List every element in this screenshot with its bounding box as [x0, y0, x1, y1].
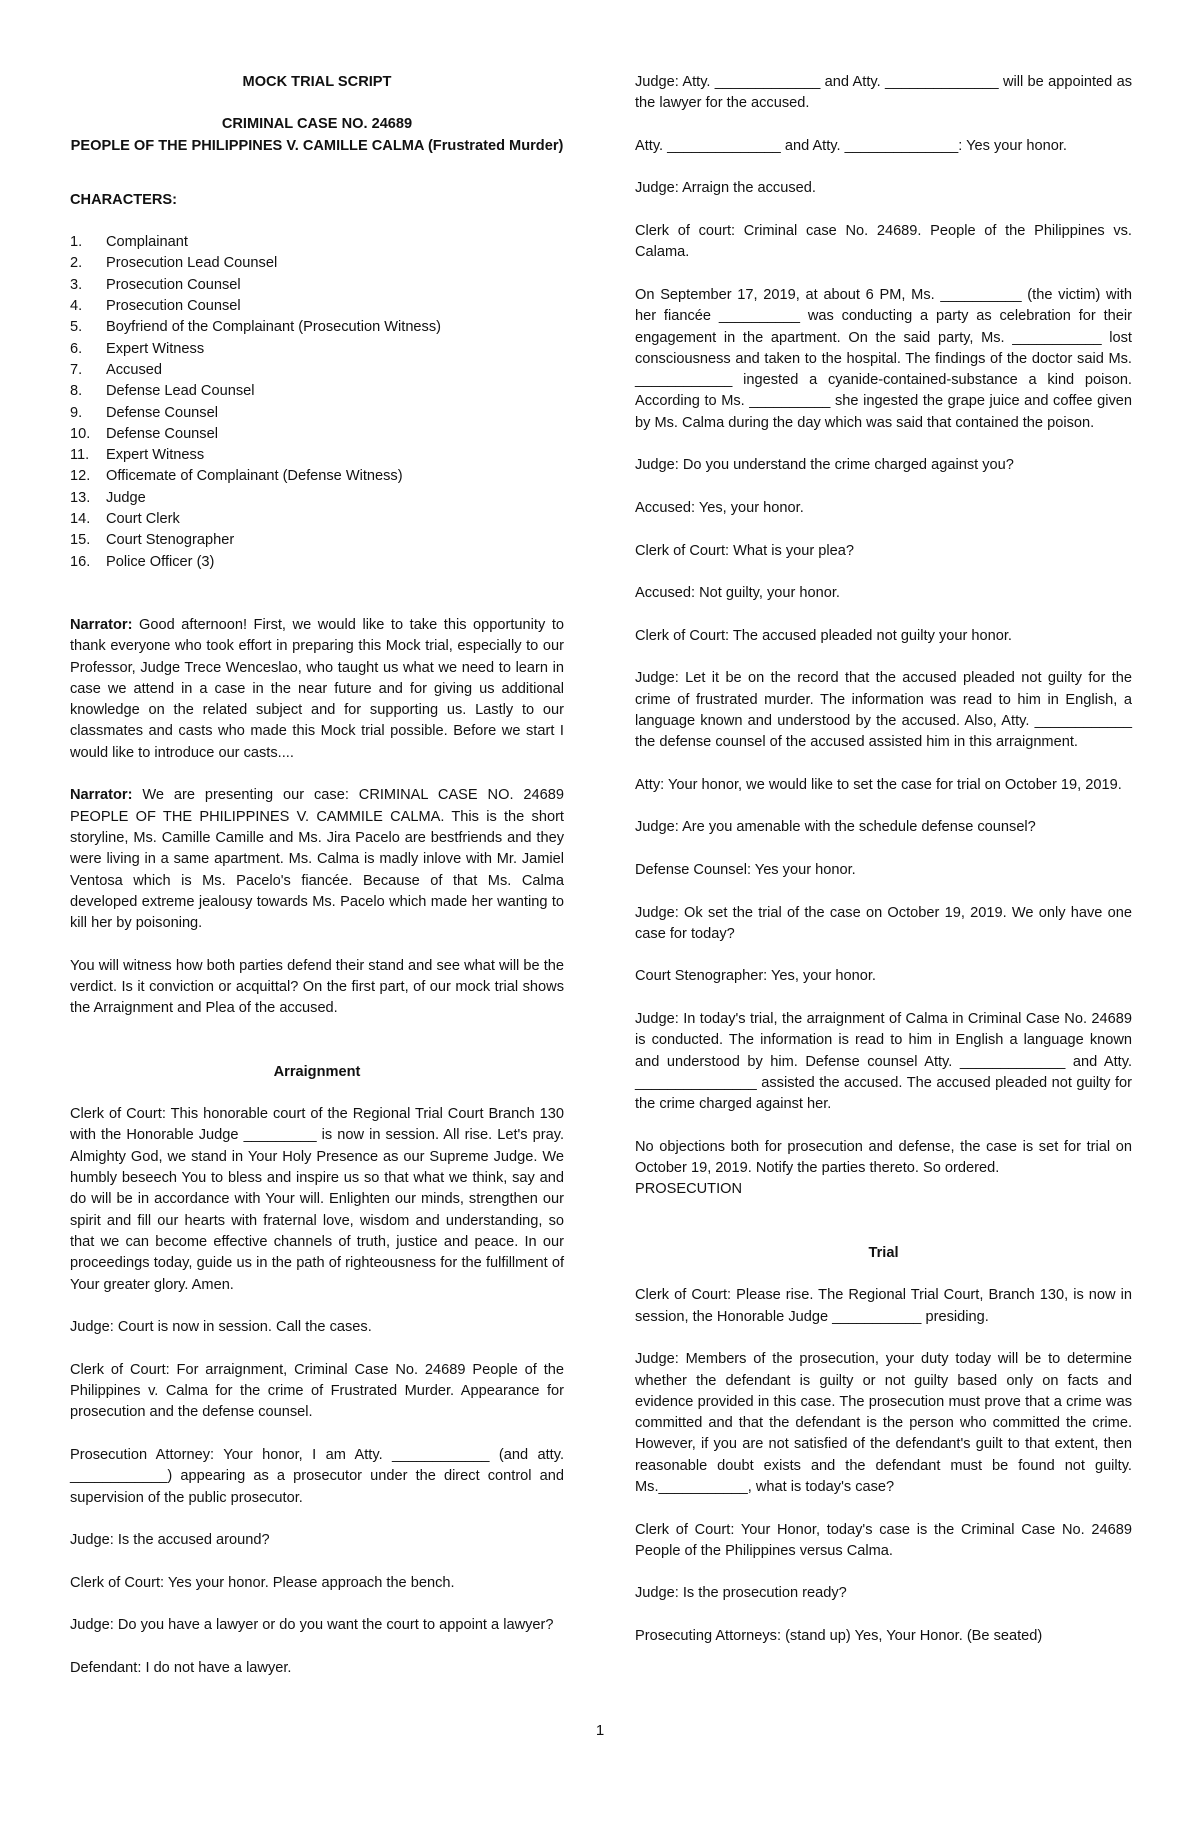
list-item: 14. Court Clerk	[70, 511, 180, 528]
script-line: Clerk of Court: This honorable court of the Regional Trial Court Branch 130 with the Honorable Judge _________ is now in session. All rise. Let's pray. Almighty God, we stand in Your Holy Presence as our Supreme Judge. We humbly beseech You to bless and inspire us so that what we think, say and do will be in accordance with Your will. Enlighten our minds, strengthen our spirit and fill our hearts with fraternal love, wisdom and understanding, so that we can become effective channels of truth, justice and peace. In our proceedings today, guide us in the path of righteousness for the fulfillment of Your greater glory. Amen.	[70, 1106, 564, 1293]
script-line: On September 17, 2019, at about 6 PM, Ms. __________ (the victim) with her fiancée __________ was conducting a party as celebration for their engagement in the apartment. On the said party, Ms. ___________ lost consciousness and taken to the hospital. The findings of the doctor said Ms. ____________ ingested a cyanide-contained-substance a kind poison. According to Ms. __________ she ingested the grape juice and coffee given by Ms. Calma during the day which was said that contained the poison.	[635, 286, 1132, 431]
script-line: Judge: Arraign the accused.	[635, 180, 816, 197]
arraignment-heading: Arraignment	[273, 1063, 361, 1080]
characters-list	[70, 232, 564, 573]
right-column	[635, 72, 1132, 1669]
list-item: 4. Prosecution Counsel	[70, 298, 241, 315]
script-line: Judge: Do you understand the crime charged against you?	[635, 457, 1014, 474]
script-line: Judge: Atty. _____________ and Atty. ______________ will be appointed as the lawyer for the accused.	[635, 74, 1132, 112]
list-item: 15. Court Stenographer	[70, 532, 235, 549]
script-line: Judge: In today's trial, the arraignment of Calma in Criminal Case No. 24689 is conducted. The information is read to him in English a language known and understood by him. Defense counsel Atty. _____________ and Atty. _______________ assisted the accused. The accused pleaded not guilty for the crime charged against her.	[635, 1011, 1132, 1113]
script-line: Defense Counsel: Yes your honor.	[635, 861, 856, 878]
left-column	[70, 72, 564, 1700]
case-number: CRIMINAL CASE NO. 24689	[221, 116, 413, 133]
list-item: 12. Officemate of Complainant (Defense Witness)	[70, 468, 403, 485]
script-line: Judge: Let it be on the record that the accused pleaded not guilty for the crime of frustrated murder. The information was read to him in English, a language known and understood by the accused. Also, Atty. ____________ the defense counsel of the accused assisted him in this arraignment.	[635, 670, 1132, 751]
trial-heading: Trial	[868, 1244, 899, 1261]
script-line: Judge: Court is now in session. Call the cases.	[70, 1319, 372, 1336]
script-line: Clerk of Court: Your Honor, today's case is the Criminal Case No. 24689 People of the Philippines versus Calma.	[635, 1521, 1132, 1559]
list-item: 6. Expert Witness	[70, 340, 205, 357]
script-line: Judge: Are you amenable with the schedule defense counsel?	[635, 819, 1036, 836]
list-item: 9. Defense Counsel	[70, 404, 218, 421]
list-item: 11. Expert Witness	[70, 447, 205, 464]
script-line: Accused: Yes, your honor.	[635, 499, 804, 516]
script-line: Judge: Members of the prosecution, your duty today will be to determine whether the defendant is guilty or not guilty based only on facts and evidence provided in this case. The prosecution must prove that a crime was committed and that the defendant is the person who committed the crime. However, if you are not satisfied of the defendant's guilt to that extent, then reasonable doubt exists and the defendant must be found not guilty. Ms.___________, what is today's case?	[635, 1351, 1132, 1495]
script-line: Judge: Is the prosecution ready?	[635, 1585, 847, 1602]
list-item: 1. Complainant	[70, 234, 188, 251]
case-title: PEOPLE OF THE PHILIPPINES V. CAMILLE CALMA (Frustrated Murder)	[70, 137, 564, 154]
script-line: Clerk of Court: Please rise. The Regional Trial Court, Branch 130, is now in session, the Honorable Judge ___________ presiding.	[635, 1287, 1132, 1325]
document-title: MOCK TRIAL SCRIPT	[242, 74, 392, 90]
script-line: Court Stenographer: Yes, your honor.	[635, 968, 876, 985]
script-line: Defendant: I do not have a lawyer.	[70, 1659, 292, 1676]
script-line: Atty. ______________ and Atty. ______________: Yes your honor.	[635, 137, 1067, 154]
list-item: 8. Defense Lead Counsel	[70, 383, 255, 400]
page-number: 1	[595, 1722, 605, 1739]
list-item: 5. Boyfriend of the Complainant (Prosecution Witness)	[70, 319, 442, 336]
narration-witness: You will witness how both parties defend their stand and see what will be the verdict. Is it conviction or acquittal? On the first part, of our mock trial shows the Arraignment and Plea of the accused.	[70, 957, 564, 1017]
script-line: Judge: Ok set the trial of the case on October 19, 2019. We only have one case for today?	[635, 904, 1132, 942]
narration-intro: Narrator: Good afternoon! First, we would like to take this opportunity to thank everyone who took effort in preparing this Mock trial, especially to our Professor, Judge Trece Wenceslao, who taught us what we need to learn in case we attend in a case in the near future and for giving us additional knowledge on the related subject and for supporting us. Lastly to our classmates and casts who made this Mock trial possible. Before we start I would like to introduce our casts....	[70, 616, 564, 761]
list-item: 13. Judge	[70, 489, 146, 506]
list-item: 3. Prosecution Counsel	[70, 276, 241, 293]
script-line: Clerk of Court: What is your plea?	[635, 542, 854, 559]
script-line: Accused: Not guilty, your honor.	[635, 585, 840, 602]
list-item: 16. Police Officer (3)	[70, 553, 215, 570]
script-line: Clerk of court: Criminal case No. 24689. People of the Philippines vs. Calama.	[635, 223, 1132, 261]
script-line: Clerk of Court: Yes your honor. Please approach the bench.	[70, 1574, 455, 1591]
court-order: No objections both for prosecution and defense, the case is set for trial on October 19, 2019. Notify the parties thereto. So ordered.	[635, 1138, 1132, 1177]
script-line: Prosecuting Attorneys: (stand up) Yes, Your Honor. (Be seated)	[635, 1628, 1043, 1645]
list-item: 2. Prosecution Lead Counsel	[70, 255, 278, 272]
script-line: Judge: Do you have a lawyer or do you want the court to appoint a lawyer?	[70, 1617, 554, 1634]
list-item: 10. Defense Counsel	[70, 425, 218, 442]
script-line: Prosecution Attorney: Your honor, I am Atty. ____________ (and atty. ____________) appearing as a prosecutor under the direct control and supervision of the public prosecutor.	[70, 1446, 564, 1506]
list-item: 7. Accused	[70, 361, 162, 378]
script-line: Atty: Your honor, we would like to set the case for trial on October 19, 2019.	[635, 776, 1122, 793]
characters-heading: CHARACTERS:	[70, 191, 178, 208]
script-line: Clerk of Court: For arraignment, Criminal Case No. 24689 People of the Philippines v. Calma for the crime of Frustrated Murder. Appearance for prosecution and the defense counsel.	[70, 1361, 564, 1421]
narration-case: Narrator: We are presenting our case: CRIMINAL CASE NO. 24689 PEOPLE OF THE PHILIPPINES V. CAMMILE CALMA. This is the short storyline, Ms. Camille Camille and Ms. Jira Pacelo are bestfriends and they were living in a same apartment. Ms. Calma is madly inlove with Mr. Jamiel Ventosa which is Ms. Pacelo's fiancée. Because of that Ms. Calma developed extreme jealousy towards Ms. Pacelo which made her wanting to kill her by poisoning.	[70, 787, 564, 932]
prosecution-label: PROSECUTION	[635, 1181, 743, 1198]
script-line: Clerk of Court: The accused pleaded not guilty your honor.	[635, 627, 1012, 644]
script-line: Judge: Is the accused around?	[70, 1532, 270, 1549]
